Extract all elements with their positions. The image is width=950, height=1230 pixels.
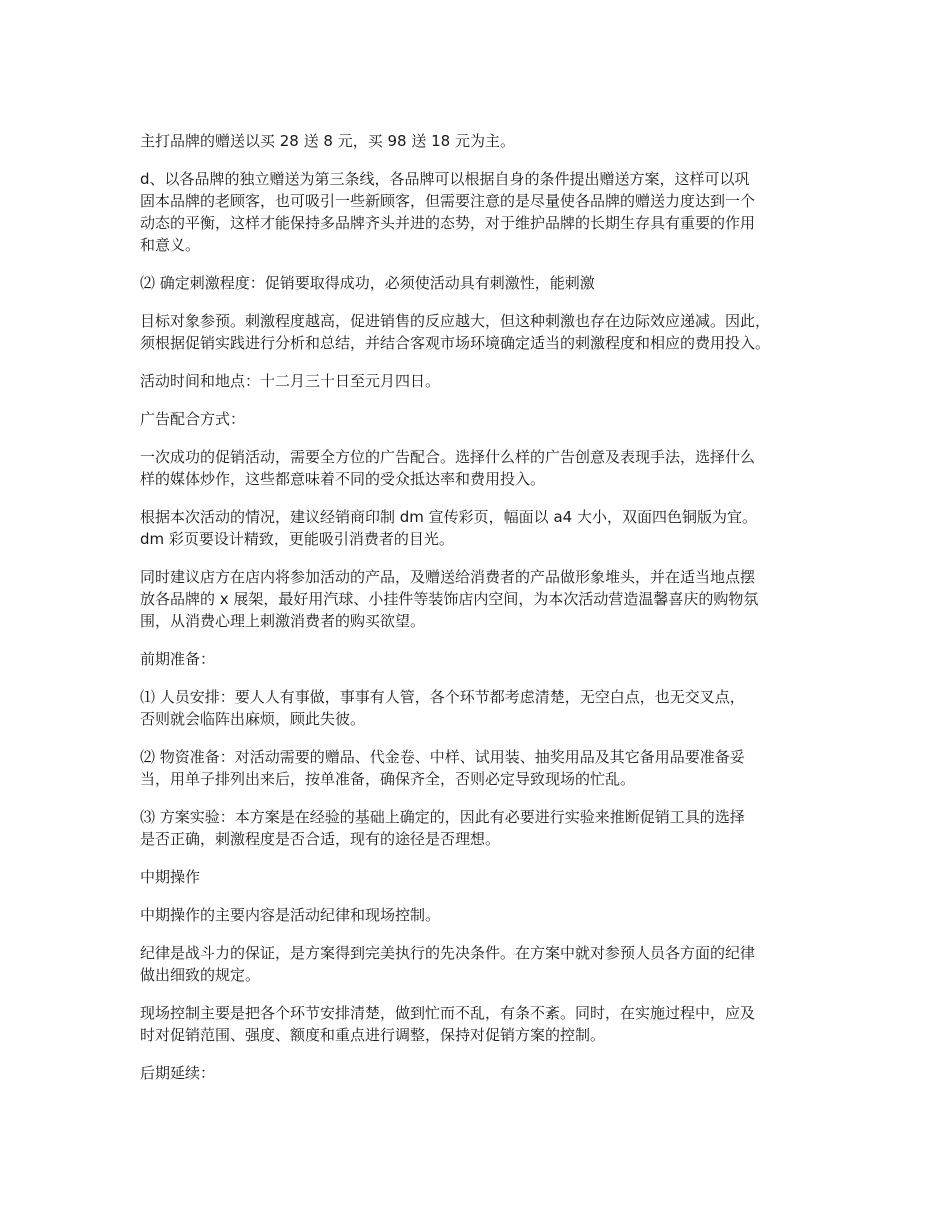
paragraph-time-place: 活动时间和地点：十二月三十日至元月四日。 [140, 372, 441, 390]
paragraph-materials: ⑵ 物资准备：对活动需要的赠品、代金卷、中样、试用装、抽奖用品及其它备用品要准备妥 当，用单子排列出来后，按单准备，确保齐全，否则必定导致现场的忙乱。 [140, 748, 745, 788]
paragraph-site-control: 现场控制主要是把各个环节安排清楚，做到忙而不乱，有条不紊。同时，在实施过程中，应及 时对促销范围、强度、额度和重点进行调整，保持对促销方案的控制。 [140, 1004, 756, 1044]
paragraph-dm-flyer: 根据本次活动的情况，建议经销商印制 dm 宣传彩页，幅面以 a4 大小，双面四色铜版为宜。 dm 彩页要设计精致，更能吸引消费者的目光。 [140, 508, 757, 548]
paragraph-staffing: ⑴ 人员安排：要人人有事做，事事有人管，各个环节都考虑清楚，无空白点，也无交叉点， 否则就会临阵出麻烦，顾此失彼。 [140, 688, 745, 728]
paragraph-stimulus-level: ⑵ 确定刺激程度：促销要取得成功，必须使活动具有刺激性，能刺激 [140, 274, 595, 292]
paragraph-plan-test: ⑶ 方案实验：本方案是在经验的基础上确定的，因此有必要进行实验来推断促销工具的选择 是否正确，刺激程度是否合适，现有的途径是否理想。 [140, 808, 745, 848]
paragraph-target-participation: 目标对象参预。刺激程度越高，促进销售的反应越大，但这种刺激也存在边际效应递减。因此， 须根据促销实践进行分析和总结，并结合客观市场环境确定适当的刺激程度和相应的费用投入。 [140, 312, 771, 352]
paragraph-gift-rule: 主打品牌的赠送以买 28 送 8 元，买 98 送 18 元为主。 [140, 132, 515, 150]
heading-preparation: 前期准备： [140, 650, 216, 668]
paragraph-discipline: 纪律是战斗力的保证，是方案得到完美执行的先决条件。在方案中就对参预人员各方面的纪律 做出细致的规定。 [140, 944, 756, 984]
paragraph-mid-operation-content: 中期操作的主要内容是活动纪律和现场控制。 [140, 906, 441, 924]
paragraph-advertising-intro: 一次成功的促销活动，需要全方位的广告配合。选择什么样的广告创意及表现手法，选择什么 样的媒体炒作，这些都意味着不同的受众抵达率和费用投入。 [140, 448, 756, 488]
heading-advertising: 广告配合方式： [140, 410, 246, 428]
document-body [140, 130, 815, 1100]
paragraph-store-display: 同时建议店方在店内将参加活动的产品，及赠送给消费者的产品做形象堆头，并在适当地点摆 放各品牌的 x 展架，最好用汽球、小挂件等装饰店内空间，为本次活动营造温馨喜庆的购物氛 围，从消费心理上刺激消费者的购买欲望。 [140, 568, 759, 630]
heading-follow-up: 后期延续： [140, 1064, 216, 1082]
paragraph-brand-gift-line: d、以各品牌的独立赠送为第三条线，各品牌可以根据自身的条件提出赠送方案，这样可以巩 固本品牌的老顾客，也可吸引一些新顾客，但需要注意的是尽量使各品牌的赠送力度达到一个 动态的平衡，这样才能保持多品牌齐头并进的态势，对于维护品牌的长期生存具有重要的作用 和意义。 [140, 170, 756, 254]
heading-mid-operation: 中期操作 [140, 868, 201, 886]
